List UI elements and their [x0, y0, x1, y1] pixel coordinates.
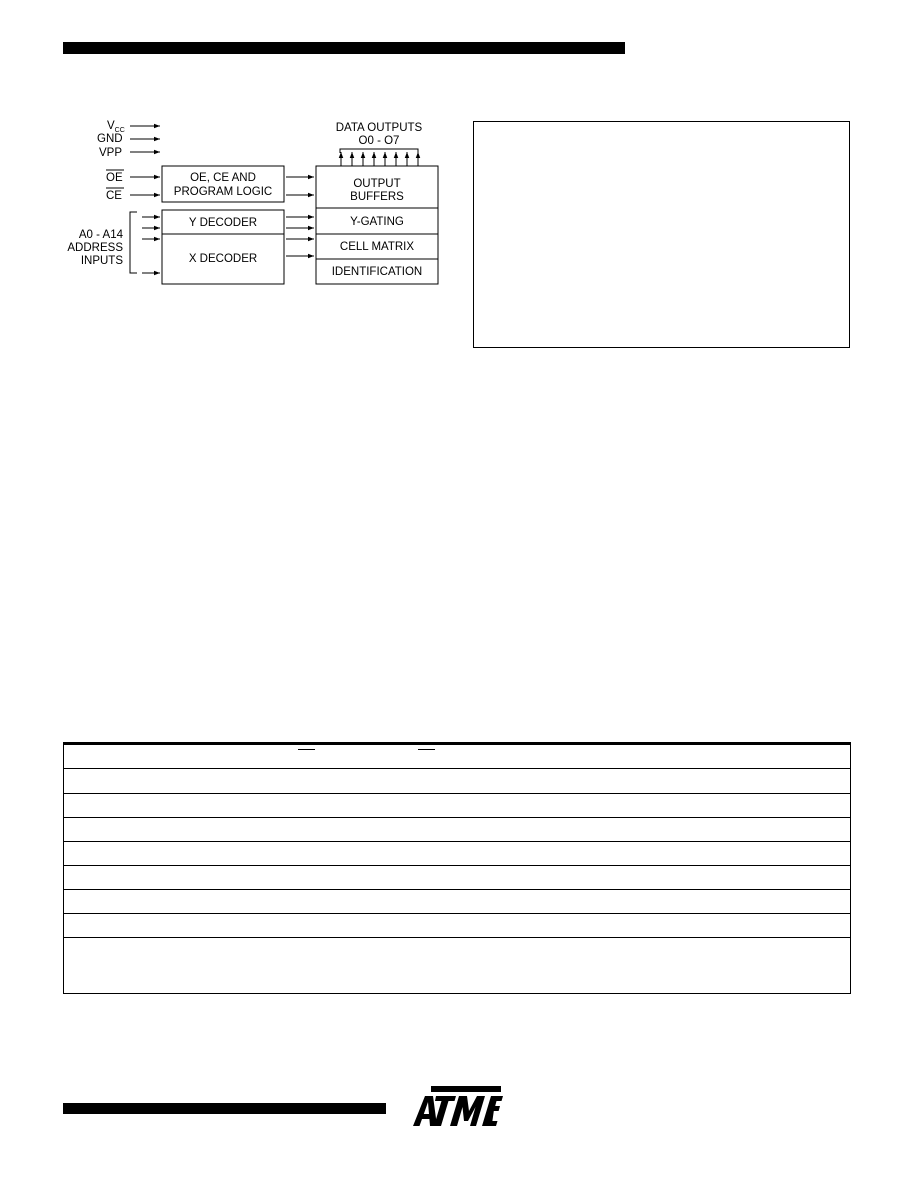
svg-text:CELL MATRIX: CELL MATRIX — [339, 241, 415, 253]
vpp-label: VPP — [99, 147, 123, 159]
ce-label: CE — [106, 190, 122, 202]
table-row — [64, 818, 850, 842]
data-outputs-range: O0 - O7 — [358, 135, 400, 147]
table-header-row — [64, 744, 850, 769]
oe-label: OE — [106, 172, 123, 184]
gnd-label: GND — [97, 133, 123, 145]
atmel-logo — [411, 1084, 503, 1128]
empty-panel — [473, 121, 850, 348]
svg-text:BUFFERS: BUFFERS — [350, 191, 404, 203]
table-row — [64, 794, 850, 818]
svg-text:IDENTIFICATION: IDENTIFICATION — [331, 266, 423, 278]
table-row — [64, 914, 850, 938]
svg-text:PROGRAM LOGIC: PROGRAM LOGIC — [173, 186, 273, 198]
block-diagram — [40, 110, 460, 300]
svg-text:X DECODER: X DECODER — [188, 253, 258, 265]
data-outputs-label: DATA OUTPUTS — [335, 122, 423, 134]
header-rule — [63, 42, 625, 54]
vcc-label: $V_{CC}$ — [107, 120, 125, 134]
footer-rule — [63, 1103, 386, 1114]
svg-text:OUTPUT: OUTPUT — [353, 178, 401, 190]
table-row — [64, 890, 850, 914]
svg-text:OE, CE AND: OE, CE AND — [190, 172, 256, 184]
svg-text:Y-GATING: Y-GATING — [350, 216, 404, 228]
operating-modes-table — [63, 743, 851, 994]
address-label-3: INPUTS — [80, 255, 123, 267]
address-label-1: A0 - A14 — [78, 229, 123, 241]
address-label-2: ADDRESS — [67, 242, 123, 254]
table-row — [64, 842, 850, 866]
svg-text:Y DECODER: Y DECODER — [188, 217, 258, 229]
table-row — [64, 769, 850, 794]
table-row — [64, 866, 850, 890]
